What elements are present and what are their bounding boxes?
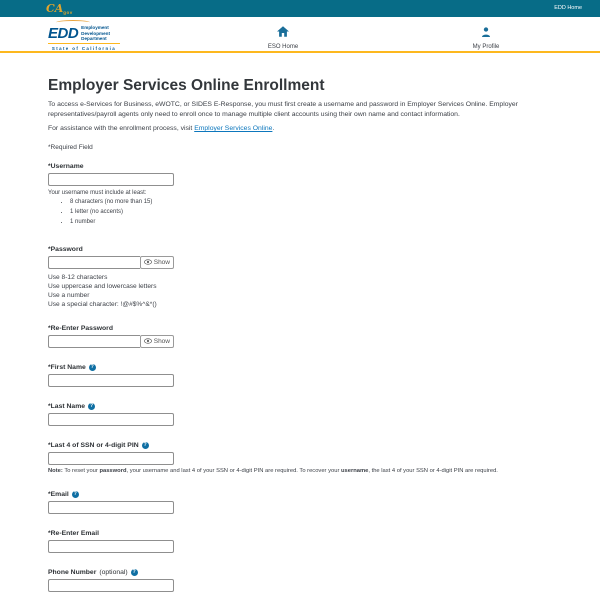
- username-requirement: • 1 letter (no accents): [70, 209, 560, 216]
- email-help-icon[interactable]: ?: [73, 491, 77, 497]
- email-group: [48, 491, 560, 514]
- nav-eso-home-label: ESO Home: [267, 44, 299, 50]
- site-header: [0, 17, 600, 53]
- edd-logo-tagline: State of California: [48, 43, 120, 51]
- username-requirement: • 8 characters (no more than 15): [70, 199, 560, 206]
- edd-logo[interactable]: [48, 20, 120, 51]
- phone-label: [48, 569, 560, 576]
- password-rule: Use 8-12 characters: [48, 274, 108, 281]
- first-name-help-icon[interactable]: ?: [90, 364, 94, 370]
- reenter-password-group: [48, 325, 560, 348]
- username-requirement: • 1 number: [70, 219, 560, 226]
- reenter-email-group: [48, 530, 560, 553]
- password-group: [48, 246, 560, 309]
- edd-logo-lines: Employment Development Department: [81, 25, 111, 42]
- ca-gov-logo-suffix: gov: [63, 10, 73, 15]
- last-name-label-text: *Last Name: [48, 403, 86, 410]
- ssn-pin-group: [48, 442, 560, 475]
- reenter-email-label: *Re-Enter Email: [48, 530, 99, 537]
- password-rule: Use a special character: !@#$%^&*(): [48, 301, 157, 308]
- ssn-pin-label: [48, 442, 560, 449]
- username-hint-title: Your username must include at least:: [48, 190, 147, 196]
- employer-services-online-link[interactable]: Employer Services Online: [194, 125, 273, 132]
- eye-icon: [144, 259, 152, 267]
- phone-group: [48, 569, 560, 592]
- last-name-label: [48, 403, 560, 410]
- phone-input[interactable]: [48, 579, 174, 592]
- last-name-group: [48, 403, 560, 426]
- password-rules: [48, 273, 560, 309]
- password-input[interactable]: [48, 256, 140, 269]
- username-group: [48, 163, 560, 226]
- first-name-group: [48, 364, 560, 387]
- password-rule: Use uppercase and lowercase letters: [48, 283, 157, 290]
- assistance-suffix: .: [272, 125, 275, 132]
- email-label-text: *Email: [48, 491, 69, 498]
- reenter-email-input[interactable]: [48, 540, 174, 553]
- utility-topbar: [0, 0, 600, 17]
- reenter-password-label: *Re-Enter Password: [48, 325, 113, 332]
- first-name-label: [48, 364, 560, 371]
- ssn-pin-label-text: *Last 4 of SSN or 4-digit PIN: [48, 442, 139, 449]
- intro-paragraph: To access e-Services for Business, eWOTC, or SIDES E-Response, you must first create a username and password in Employer Services Online. Employer representatives/payroll agents only need to enroll once to manage multiple client accounts using their own name and contact information.: [48, 101, 518, 118]
- page-title: Employer Services Online Enrollment: [48, 77, 325, 94]
- first-name-input[interactable]: [48, 374, 174, 387]
- ssn-pin-help-icon[interactable]: ?: [143, 442, 147, 448]
- username-input[interactable]: [48, 173, 174, 186]
- nav-eso-home[interactable]: [253, 24, 313, 50]
- ssn-pin-note: Note: To reset your password, your username and last 4 of your SSN or 4-digit PIN are required. To recover your username, the last 4 of your SSN or 4-digit PIN are required.: [48, 468, 498, 474]
- last-name-help-icon[interactable]: ?: [90, 403, 94, 409]
- phone-label-text: Phone Number: [48, 569, 97, 576]
- password-show-label: Show: [153, 259, 170, 266]
- email-label: [48, 491, 560, 498]
- reenter-password-show-button[interactable]: [140, 335, 174, 348]
- username-requirements-list: [70, 199, 560, 226]
- password-show-button[interactable]: [140, 256, 174, 269]
- assistance-prefix: For assistance with the enrollment process, visit: [48, 125, 195, 132]
- username-label: *Username: [48, 163, 84, 170]
- password-label: *Password: [48, 246, 83, 253]
- eye-icon: [144, 338, 152, 346]
- reenter-password-show-label: Show: [153, 338, 170, 345]
- required-field-note: *Required Field: [48, 144, 93, 151]
- email-input[interactable]: [48, 501, 174, 514]
- person-icon: [481, 24, 491, 41]
- assistance-line: [48, 125, 560, 133]
- phone-help-icon[interactable]: ?: [132, 569, 136, 575]
- first-name-label-text: *First Name: [48, 364, 86, 371]
- phone-optional-text: (optional): [99, 569, 128, 576]
- home-icon: [277, 24, 289, 41]
- reenter-password-input[interactable]: [48, 335, 140, 348]
- edd-logo-acronym: EDD: [48, 25, 79, 43]
- edd-home-link[interactable]: EDD Home: [554, 5, 582, 11]
- nav-my-profile-label: My Profile: [472, 44, 500, 50]
- ca-gov-logo-text: CA: [46, 2, 64, 15]
- main-content: [0, 77, 600, 592]
- password-rule: Use a number: [48, 292, 90, 299]
- ssn-pin-input[interactable]: [48, 452, 174, 465]
- nav-my-profile[interactable]: [456, 24, 516, 50]
- last-name-input[interactable]: [48, 413, 174, 426]
